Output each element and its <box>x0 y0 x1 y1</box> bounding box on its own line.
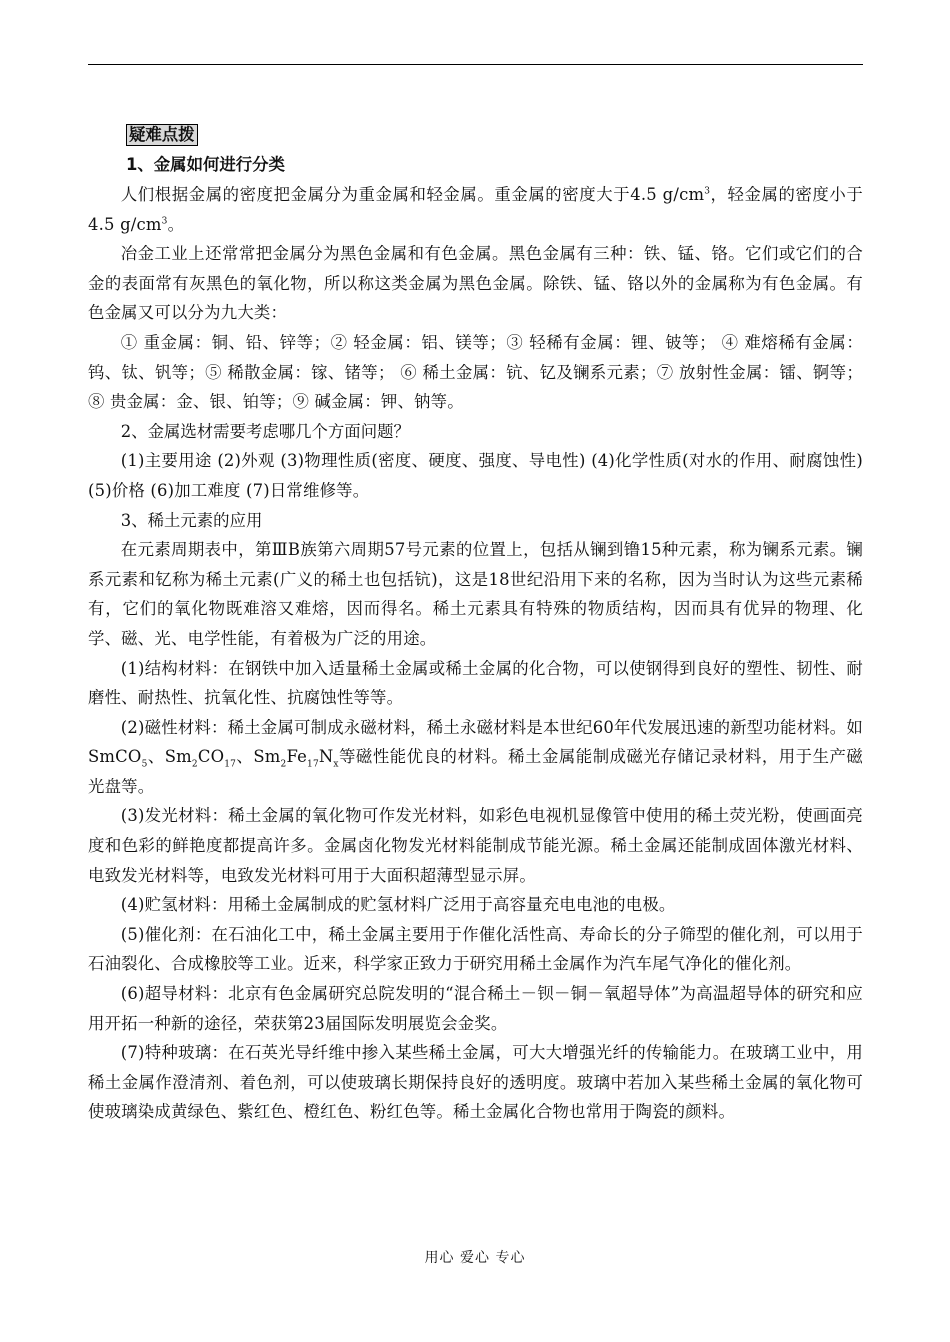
paragraph-luminescent-materials: (3)发光材料：稀土金属的氧化物可作发光材料，如彩色电视机显像管中使用的稀土荧光粉，使画面亮度和色彩的鲜艳度都提高许多。金属卤化物发光材料能制成节能光源。稀土金属还能制成固体激光材料、电致发光材料等，电致发光材料可用于大面积超薄型显示屏。 <box>88 806 863 885</box>
paragraph-special-glass: (7)特种玻璃：在石英光导纤维中掺入某些稀土金属，可大大增强光纤的传输能力。在玻璃工业中，用稀土金属作澄清剂、着色剂，可以使玻璃长期保持良好的透明度。玻璃中若加入某些稀土金属的氧化物可使玻璃染成黄绿色、紫红色、橙红色、粉红色等。稀土金属化合物也常用于陶瓷的颜料。 <box>88 1043 863 1122</box>
paragraph-ferrous-nonferrous: 冶金工业上还常常把金属分为黑色金属和有色金属。黑色金属有三种：铁、锰、铬。它们或它们的合金的表面常有灰黑色的氧化物，所以称这类金属为黑色金属。除铁、锰、铬以外的金属称为有色金属。有色金属又可以分为九大类： <box>88 244 863 323</box>
header-rule <box>88 64 863 65</box>
paragraph-density: 人们根据金属的密度把金属分为重金属和轻金属。重金属的密度大于4.5 $g/cm^3$，轻金属的密度小于4.5 $g/cm^3$。 <box>88 185 863 234</box>
paragraph-nine-categories: ① 重金属：铜、铅、锌等；② 轻金属：铝、镁等；③ 轻稀有金属：锂、铍等； ④ 难熔稀有金属：钨、钛、钒等；⑤ 稀散金属：镓、锗等； ⑥ 稀土金属：钪、钇及镧系元素；⑦ 放射性金属：镭、锕等； ⑧ 贵金属：金、银、铂等；⑨ 碱金属：钾、钠等。 <box>88 332 863 412</box>
paragraph-selection-factors: (1)主要用途 (2)外观 (3)物理性质(密度、硬度、强度、导电性) (4)化学性质(对水的作用、耐腐蚀性) (5)价格 (6)加工难度 (7)日常维修等。 <box>88 451 863 500</box>
section-tag: 疑难点拨 <box>126 124 198 146</box>
heading-rare-earth-applications: 3、稀土元素的应用 <box>120 510 263 530</box>
page-content <box>88 120 863 1127</box>
heading-metal-classification: 1、金属如何进行分类 <box>126 155 285 174</box>
paragraph-superconductors: (6)超导材料：北京有色金属研究总院发明的“混合稀土－钡－铜－氧超导体”为高温超导体的研究和应用开拓一种新的途径，荣获第23届国际发明展览会金奖。 <box>88 984 863 1033</box>
paragraph-catalysts: (5)催化剂：在石油化工中，稀土金属主要用于作催化活性高、寿命长的分子筛型的催化剂，可以用于石油裂化、合成橡胶等工业。近来，科学家正致力于研究用稀土金属作为汽车尾气净化的催化剂。 <box>88 924 863 974</box>
paragraph-rare-earth-intro: 在元素周期表中，第ⅢB族第六周期57号元素的位置上，包括从镧到镥15种元素，称为镧系元素。镧系元素和钇称为稀土元素(广义的稀土也包括钪)，这是18世纪沿用下来的名称，因为当时认为这些元素稀有，它们的氧化物既难溶又难熔，因而得名。稀土元素具有特殊的物质结构，因而具有优异的物理、化学、磁、光、电学性能，有着极为广泛的用途。 <box>88 540 863 648</box>
paragraph-hydrogen-storage: (4)贮氢材料：用稀土金属制成的贮氢材料广泛用于高容量充电电池的电极。 <box>120 895 676 915</box>
page-footer: 用心 爱心 专心 <box>424 1250 526 1266</box>
paragraph-magnetic-materials: (2)磁性材料：稀土金属可制成永磁材料，稀土永磁材料是本世纪60年代发展迅速的新型功能材料。如SmCO$_5$、$Sm_2CO_{17}$、$Sm_2Fe_{17}N_x$等磁性能优良的材料。稀土金属能制成磁光存储记录材料，用于生产磁光盘等。 <box>88 717 863 796</box>
heading-material-selection: 2、金属选材需要考虑哪几个方面问题？ <box>120 421 410 441</box>
paragraph-structural-materials: (1)结构材料：在钢铁中加入适量稀土金属或稀土金属的化合物，可以使钢得到良好的塑性、韧性、耐磨性、耐热性、抗氧化性、抗腐蚀性等等。 <box>88 658 863 708</box>
